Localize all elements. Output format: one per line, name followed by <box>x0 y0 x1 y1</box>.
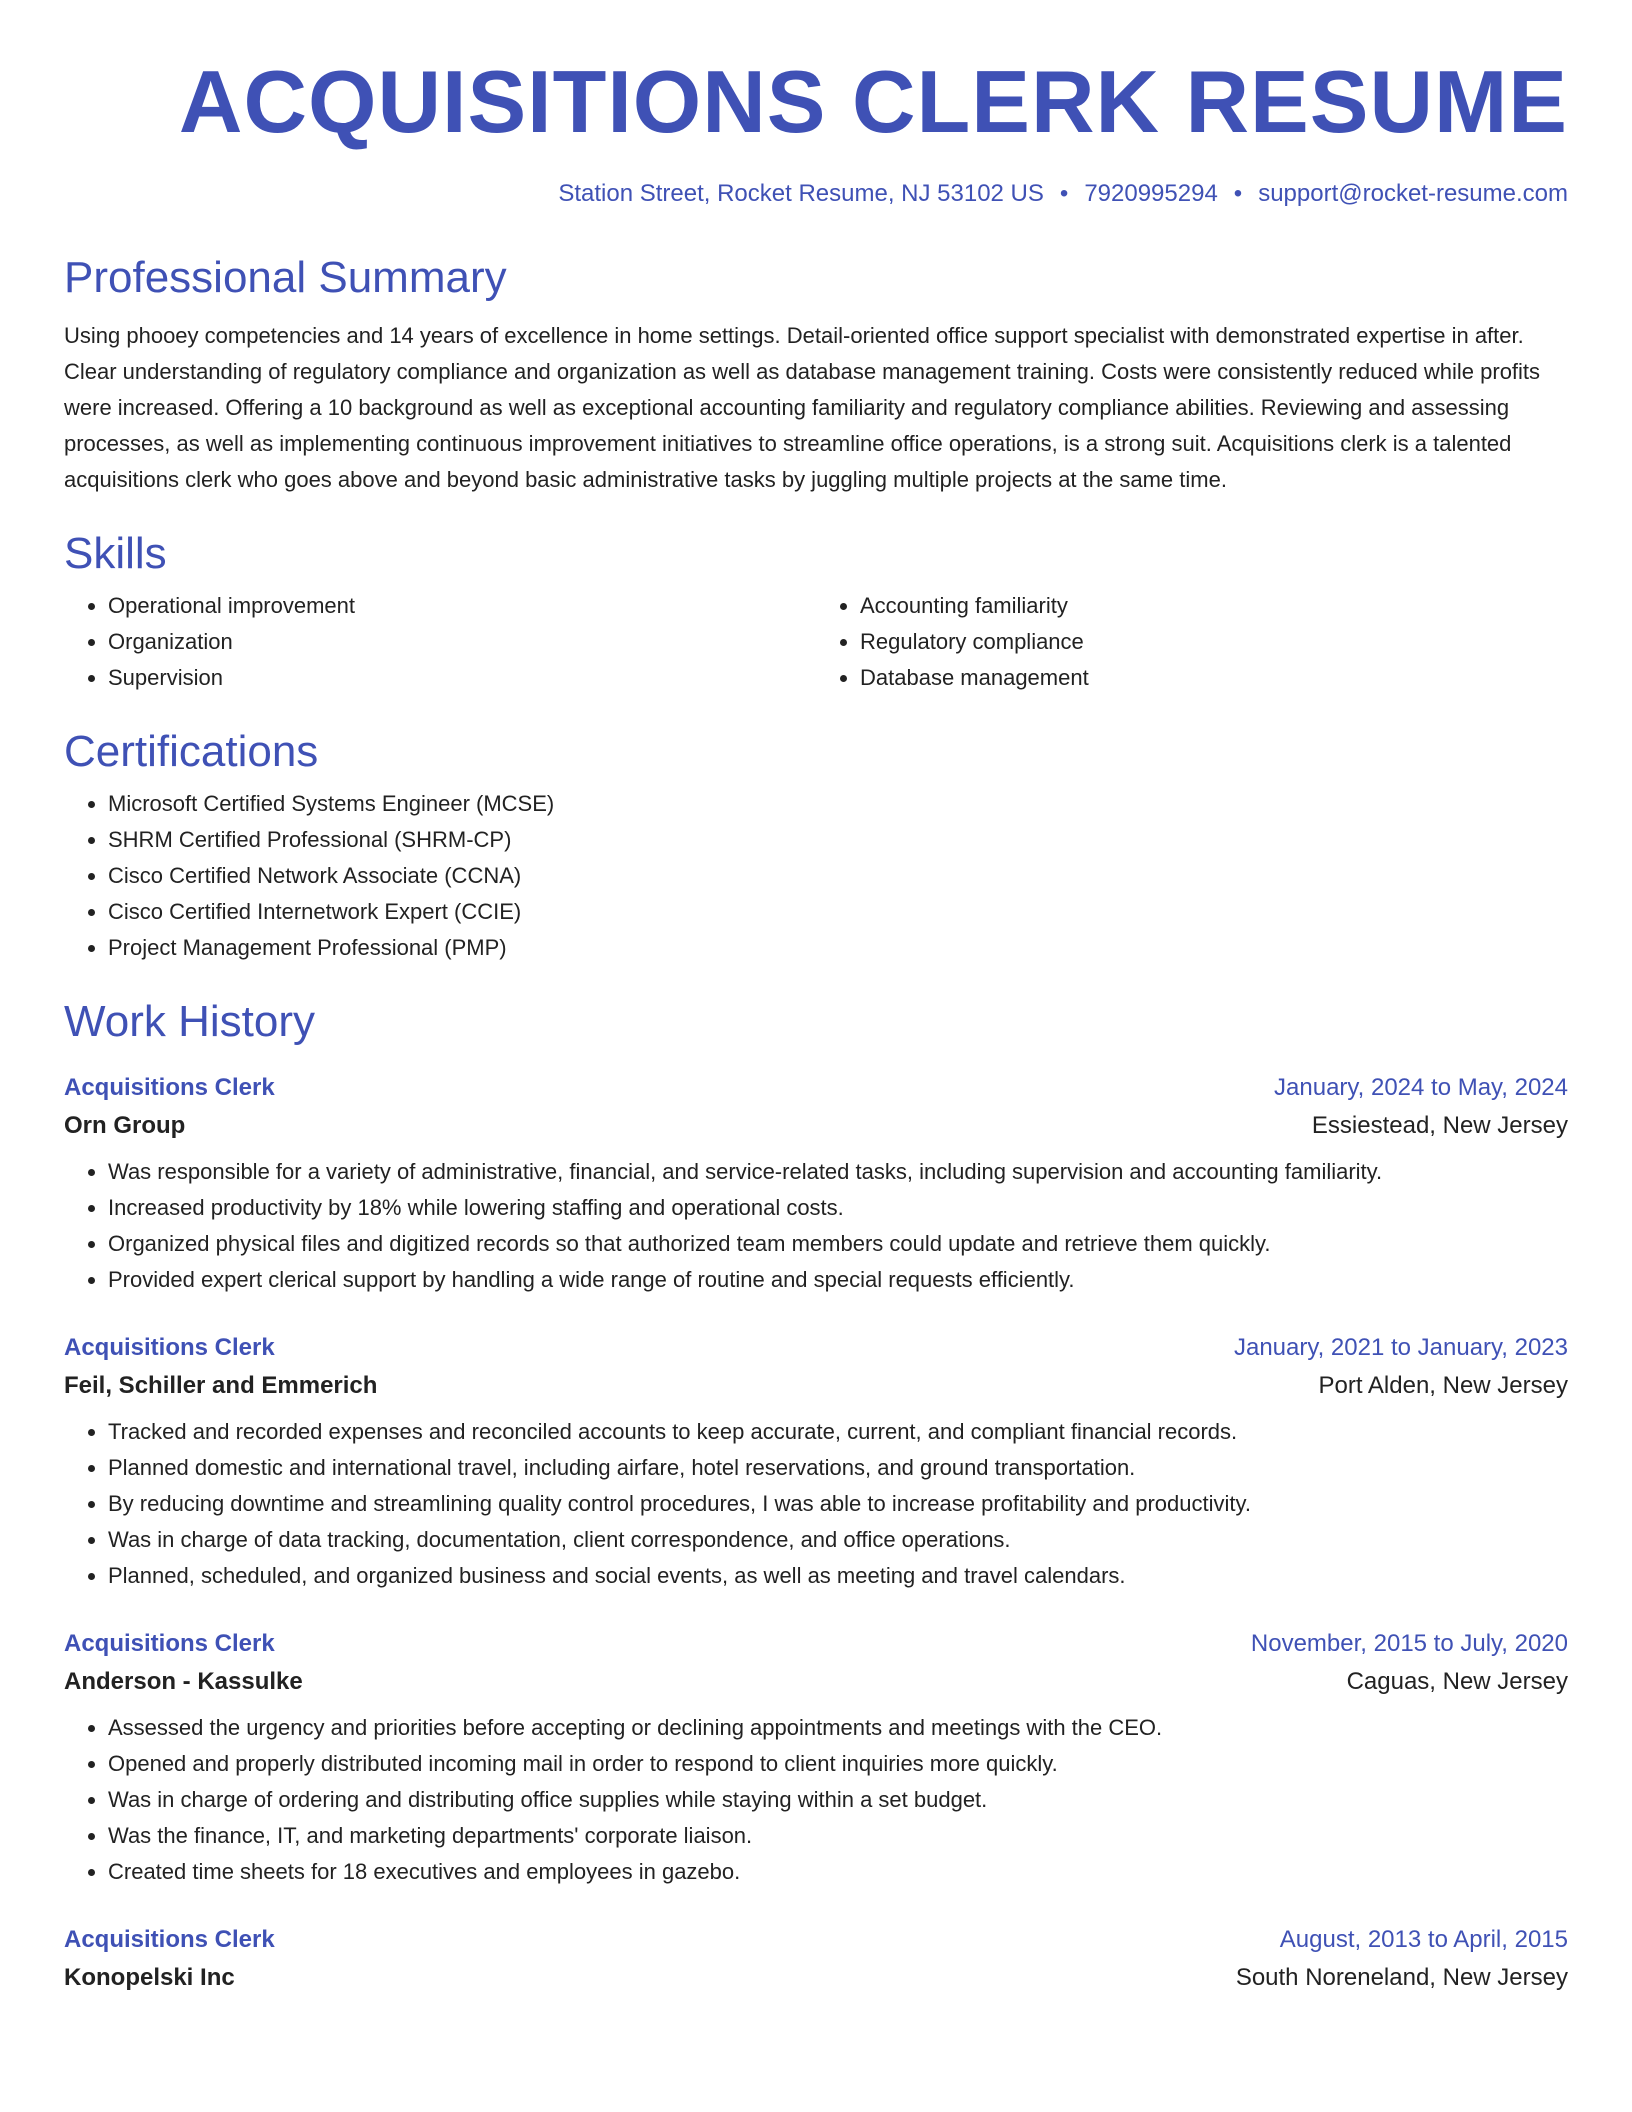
summary-section <box>64 252 1568 498</box>
skill-item: • Database management <box>860 660 1568 696</box>
job-entry <box>64 1922 1568 1998</box>
certifications-section <box>64 726 1568 966</box>
skill-item: • Operational improvement <box>108 588 816 624</box>
job-dates: November, 2015 to July, 2020 <box>1250 1630 1568 1657</box>
job-location: Essiestead, New Jersey <box>1311 1112 1568 1139</box>
job-bullets <box>64 1414 1568 1594</box>
job-title: Acquisitions Clerk <box>64 1334 275 1361</box>
job-company-row <box>64 1106 1568 1146</box>
job-location: Port Alden, New Jersey <box>1318 1372 1568 1399</box>
skill-item: • Supervision <box>108 660 816 696</box>
job-bullets <box>64 1710 1568 1890</box>
contact-separator: • <box>1059 180 1069 207</box>
job-bullet: • By reducing downtime and streamlining quality control procedures, I was able to increase profitability and productivity. <box>108 1486 1568 1522</box>
job-company-row <box>64 1662 1568 1702</box>
contact-address: Station Street, Rocket Resume, NJ 53102 US <box>558 180 1044 207</box>
section-heading-skills: Skills <box>64 529 167 578</box>
contact-phone: 7920995294 <box>1084 180 1218 207</box>
job-bullet: • Was responsible for a variety of administrative, financial, and service-related tasks, including supervision and accounting familiarity. <box>108 1154 1568 1190</box>
certification-item: • SHRM Certified Professional (SHRM-CP) <box>108 822 1568 858</box>
job-dates: August, 2013 to April, 2015 <box>1279 1926 1568 1953</box>
job-company: Orn Group <box>64 1112 186 1139</box>
job-location: South Noreneland, New Jersey <box>1235 1964 1568 1991</box>
job-header-row <box>64 1330 1568 1366</box>
job-title: Acquisitions Clerk <box>64 1926 275 1953</box>
job-entry <box>64 1626 1568 1890</box>
job-bullet: • Was in charge of data tracking, documentation, client correspondence, and office operations. <box>108 1522 1568 1558</box>
section-heading-work-history: Work History <box>64 997 315 1046</box>
job-bullet: • Assessed the urgency and priorities before accepting or declining appointments and meetings with the CEO. <box>108 1710 1568 1746</box>
certification-item: • Cisco Certified Network Associate (CCNA) <box>108 858 1568 894</box>
certification-item: • Cisco Certified Internetwork Expert (CCIE) <box>108 894 1568 930</box>
skills-section <box>64 528 1568 696</box>
contact-line <box>64 178 1568 210</box>
job-bullet: • Was the finance, IT, and marketing departments' corporate liaison. <box>108 1818 1568 1854</box>
skill-item: • Organization <box>108 624 816 660</box>
skill-item: • Regulatory compliance <box>860 624 1568 660</box>
job-bullet: • Provided expert clerical support by handling a wide range of routine and special requests efficiently. <box>108 1262 1568 1298</box>
skills-grid <box>64 588 1568 696</box>
contact-email[interactable]: support@rocket-resume.com <box>1258 180 1568 207</box>
certification-item: • Project Management Professional (PMP) <box>108 930 1568 966</box>
job-bullet: • Planned domestic and international travel, including airfare, hotel reservations, and ground transportation. <box>108 1450 1568 1486</box>
work-history-section <box>64 996 1568 1998</box>
job-entry <box>64 1330 1568 1594</box>
contact-separator: • <box>1233 180 1243 207</box>
job-bullet: • Increased productivity by 18% while lowering staffing and operational costs. <box>108 1190 1568 1226</box>
section-heading-summary: Professional Summary <box>64 253 507 302</box>
job-entry <box>64 1070 1568 1298</box>
resume-title: ACQUISITIONS CLERK RESUME <box>178 52 1568 151</box>
job-company-row <box>64 1366 1568 1406</box>
job-location: Caguas, New Jersey <box>1346 1668 1568 1695</box>
job-dates: January, 2024 to May, 2024 <box>1274 1074 1568 1101</box>
job-dates: January, 2021 to January, 2023 <box>1233 1334 1568 1361</box>
skill-item: • Accounting familiarity <box>860 588 1568 624</box>
job-bullet: • Created time sheets for 18 executives and employees in gazebo. <box>108 1854 1568 1890</box>
job-bullet: • Opened and properly distributed incoming mail in order to respond to client inquiries more quickly. <box>108 1746 1568 1782</box>
job-title: Acquisitions Clerk <box>64 1630 275 1657</box>
job-bullet: • Tracked and recorded expenses and reconciled accounts to keep accurate, current, and compliant financial records. <box>108 1414 1568 1450</box>
section-heading-certifications: Certifications <box>64 727 319 776</box>
job-company: Konopelski Inc <box>64 1964 235 1991</box>
skills-list-left <box>64 588 816 696</box>
job-company: Anderson - Kassulke <box>64 1668 303 1695</box>
job-company-row <box>64 1958 1568 1998</box>
job-header-row <box>64 1626 1568 1662</box>
summary-text: Using phooey competencies and 14 years of excellence in home settings. Detail-oriented office support specialist with demonstrated expertise in after. Clear understanding of regulatory compliance and organization as well as database management training. Costs were consistently reduced while profits were increased. Offering a 10 background as well as exceptional accounting familiarity and regulatory compliance abilities. Reviewing and assessing processes, as well as implementing continuous improvement initiatives to streamline office operations, is a strong suit. Acquisitions clerk is a talented acquisitions clerk who goes above and beyond basic administrative tasks by juggling multiple projects at the same time. <box>64 323 1541 492</box>
certifications-list <box>64 786 1568 966</box>
job-company: Feil, Schiller and Emmerich <box>64 1372 378 1399</box>
job-header-row <box>64 1922 1568 1958</box>
job-header-row <box>64 1070 1568 1106</box>
job-bullet: • Organized physical files and digitized records so that authorized team members could update and retrieve them quickly. <box>108 1226 1568 1262</box>
certification-item: • Microsoft Certified Systems Engineer (MCSE) <box>108 786 1568 822</box>
job-bullet: • Was in charge of ordering and distributing office supplies while staying within a set budget. <box>108 1782 1568 1818</box>
skills-list-right <box>816 588 1568 696</box>
job-bullets <box>64 1154 1568 1298</box>
job-bullet: • Planned, scheduled, and organized business and social events, as well as meeting and travel calendars. <box>108 1558 1568 1594</box>
job-title: Acquisitions Clerk <box>64 1074 275 1101</box>
